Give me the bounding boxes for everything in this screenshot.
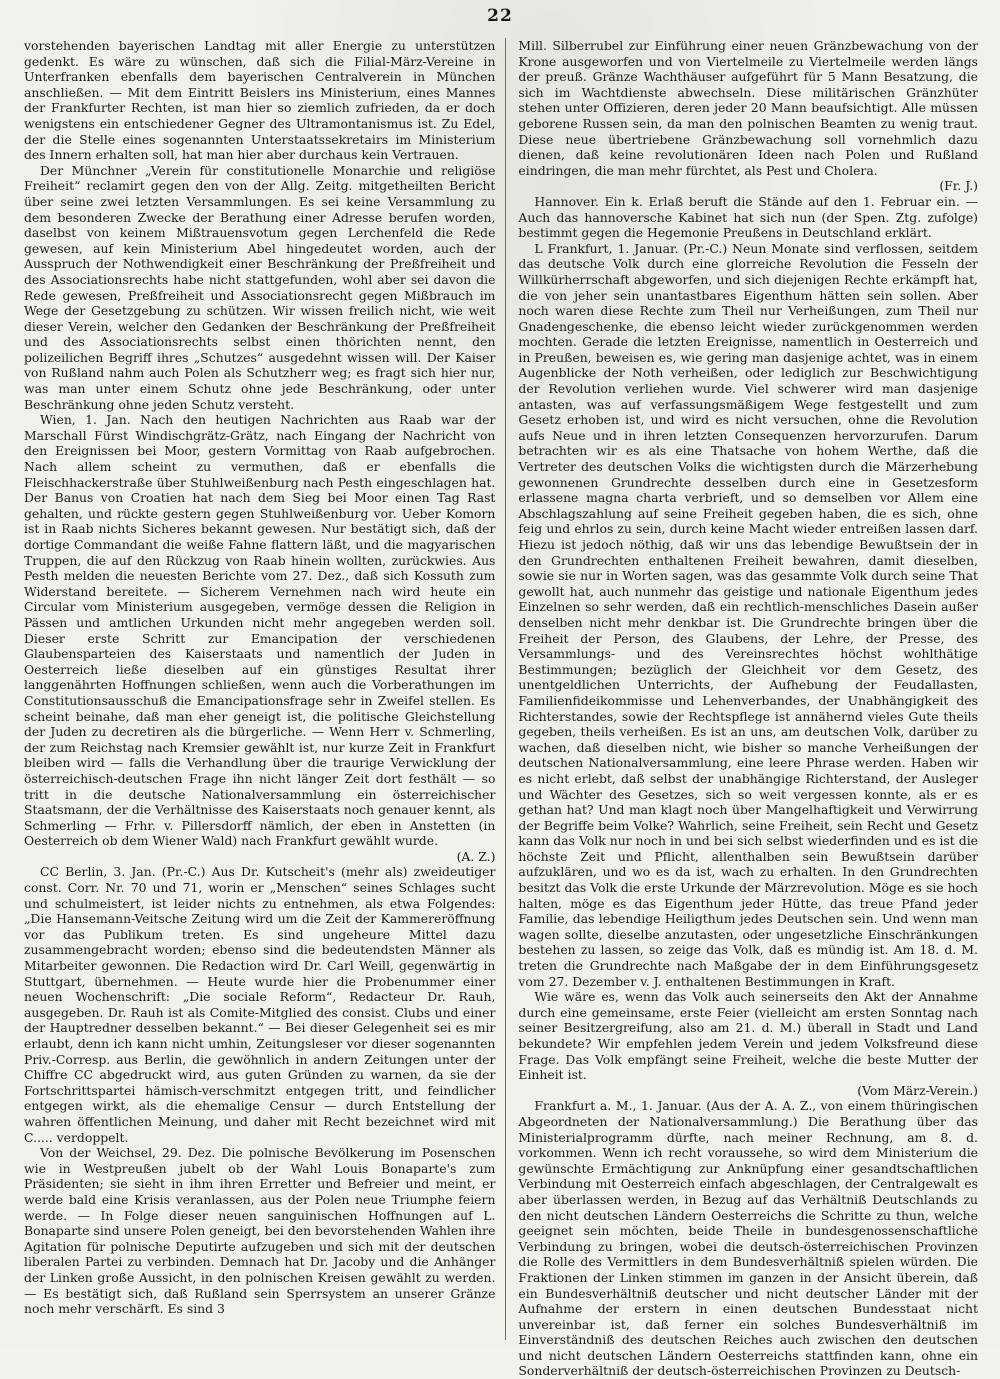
paragraph-text: Der Münchner „Verein für constitutionelle Monarchie und religiöse Freiheit“ reclamirt gegen den von der Allg. Zeitg. mitgetheilten Bericht über seine zwei letzten Versammlungen. Es sei keine Versammlung zu dem besonderen Zwecke der Berathung einer Adresse berufen worden, daselbst von keinem Mißtrauensvotum gegen Lerchenfeld die Rede gewesen, auf kein Ministerium Abel hingedeutet worden, auch der Ausspruch der Nothwendigkeit einer Beschränkung der Preßfreiheit und des Associationsrechts habe nicht stattgefunden, wohl aber sei davon die Rede gewesen, Preßfreiheit und Associationsrecht gegen Mißbrauch im Wege der Gesetzgebung zu schützen. Wir wissen freilich nicht, wie weit dieser Verein, welcher den Gedanken der Beschränkung der Preßfreiheit und des Associationsrechts selbst einen thörichten nennt, den polizeilichen Begriff ihres „Schutzes“ ausgedehnt wissen will. Der Kaiser von Rußland nahm auch Polen als Schutzherr weg; es fragt sich hier nur, was man unter einem Schutz ohne jede Beschränkung, oder unter Beschränkung ohne jeden Schutz versteht. [24,162,496,412]
paragraph [518,1098,978,1379]
page-number: 22 [487,6,513,26]
paragraph [24,38,495,163]
paragraph-text: L Frankfurt, 1. Januar. (Pr.-C.) Neun Monate sind verflossen, seitdem das deutsche Volk durch eine glorreiche Revolution die Fesseln der Willkürherrschaft abgeworfen, und sich diejenigen Rechte erkämpft hat, die von jeher sein unantastbares Eigenthum hätten sein sollen. Aber noch waren diese Rechte zum Theil nur Verheißungen, zum Theil nur Gnadengeschenke, die ebenso leicht wieder zurückgenommen werden mochten. Gerade die letzten Ereignisse, namentlich in Oesterreich und in Preußen, beweisen es, wie gering man dasjenige achtet, was in einem Augenblicke der Noth verheißen, oder lediglich zur Beschwichtigung der Revolution verliehen wurde. Viel schwerer wird man dasjenige antasten, was auf verfassungsmäßigem Wege festgestellt und zum Gesetz erhoben ist, und wird es nicht versuchen, ohne die Revolution aufs Neue und in ihren letzten Consequenzen hervorzurufen. Darum betrachten wir es als eine Thatsache von hohem Werthe, daß die Vertreter des deutschen Volks die wichtigsten durch die Märzerhebung gewonnenen Grundrechte desselben durch eine in Gesetzesform erlassene magna charta verbrieft, und so demselben vor Allem eine Abschlagszahlung auf seine Freiheit gegeben haben, die es sich, ohne feig und ehrlos zu sein, durch keine Macht wieder entreißen lassen darf. Hiezu ist jedoch nöthig, daß wir uns das lebendige Bewußtsein der in den Grundrechten enthaltenen Freiheit bewahren, damit dieselben, sowie sie nur in Worten sagen, was das gesammte Volk durch seine That gewollt hat, auch nunmehr das geistige und nationale Eigenthum jedes Einzelnen so sehr werden, daß ein rechtlich-menschliches Dasein außer denselben nicht mehr denkbar ist. Die Grundrechte bringen über die Freiheit der Person, des Glaubens, der Lehre, der Presse, des Versammlungs- und des Vereinsrechtes höchst wohlthätige Bestimmungen; bezüglich der Gleichheit vor dem Gesetz, des unentgeldlichen Unterrichts, der Aufhebung der Feudallasten, Familienfideikommisse und Lehenverbandes, der Unabhängigkeit des Richterstandes, sowie der Rechtspflege ist annähernd vieles Gute theils gegeben, theils verheißen. Es ist an uns, am deutschen Volk, darüber zu wachen, daß dieselben nicht, wie bisher so manche Verheißungen der deutschen Nationalversammlung, eine leere Phrase werden. Haben wir es nicht erlebt, daß selbst der unabhängige Richterstand, der Ausleger und Wächter des Gesetzes, sich so weit vergessen konnte, als er es gethan hat? Und man klagt noch über Mangelhaftigkeit und Verwirrung der Begriffe beim Volke? Wahrlich, seine Freiheit, sein Recht und Gesetz kann das Volk nur noch in und bei sich selbst wiederfinden und es ist die höchste Zeit und Pflicht, allenthalben sein Bewußtsein darüber aufzuklären, und wo es da ist, wach zu erhalten. In den Grundrechten besitzt das Volk die erste Urkunde der Märzrevolution. Möge es sie hoch halten, möge es das Eigenthum jeder Hütte, das treue Pfand jeder Familie, das lebendige Heiligthum jedes Deutschen sein. Und wenn man wagen sollte, dieselbe anzutasten, oder ungesetzliche Einschränkungen bestehen zu lassen, so zeige das Volk, daß es mündig ist. Am 18. d. M. treten die Grundrechte nach Maßgabe der in dem Einführungsgesetz vom 27. Dezember v. J. enthaltenen Bestimmungen in Kraft. [518,240,978,989]
paragraph-text: vorstehenden bayerischen Landtag mit aller Energie zu unterstützen gedenkt. Es wäre zu wünschen, daß sich die Filial-März-Vereine in Unterfranken ebenfalls dem bayerischen Centralverein in München anschließen. — Mit dem Eintritt Beislers ins Ministerium, eines Mannes der Frankfurter Rechten, ist man hier so ziemlich zufrieden, da er doch wenigstens ein entschiedener Gegner des Ultramontanismus ist. Zu Edel, der die Stelle eines sogenannten Unterstaatssekretairs im Ministerium des Innern erhalten soll, hat man hier aber durchaus kein Vertrauen. [24,38,496,163]
paragraph-text: Von der Weichsel, 29. Dez. Die polnische Bevölkerung im Posenschen wie in Westpreußen jubelt ob der Wahl Louis Bonaparte's zum Präsidenten; sie sieht in ihm ihren Erretter und Befreier und meint, er werde bald eine Krisis veranlassen, aus der Polen neue Triumphe feiern werde. — In Folge dieser neuen sanguinischen Hoffnungen auf L. Bonaparte sind unsere Polen geneigt, bei den bevorstehenden Wahlen ihre Agitation für polnische Deputirte aufzugeben und sich mit der deutschen liberalen Partei zu verbinden. Demnach hat Dr. Jacoby und die Anhänger der Linken große Aussicht, in den polnischen Kreisen gewählt zu werden. — Es bestätigt sich, daß Rußland sein Sperrsystem an unserer Gränze noch mehr verschärft. Es sind 3 [24,1145,496,1317]
source-signature: (Vom März-Verein.) [857,1082,978,1098]
right-column [506,38,978,1379]
paragraph-text: Wien, 1. Jan. Nach den heutigen Nachrichten aus Raab war der Marschall Fürst Windischgrätz-Grätz, nach Eingang der Nachricht von den Ereignissen bei Moor, gestern Vormittag von Raab aufgebrochen. Nach allem scheint zu vermuthen, daß er ebenfalls die Fleischhackerstraße über Stuhlweißenburg nach Pesth eingeschlagen hat. Der Banus von Croatien hat nach dem Sieg bei Moor einen Tag Rast gehalten, und rückte gestern gegen Stuhlweißenburg vor. Ueber Komorn ist in Raab nichts Sicheres bekannt gewesen. Nur bestätigt sich, daß der dortige Commandant die weiße Fahne flattern läßt, und die magyarischen Truppen, die auf den Rückzug von Raab hinein wollten, zurückwies. Aus Pesth melden die neuesten Berichte vom 27. Dez., daß sich Kossuth zum Widerstand bereitete. — Sicherem Vernehmen nach wird heute ein Circular vom Ministerium ausgegeben, vermöge dessen die Religion in Pässen und amtlichen Urkunden nicht mehr angegeben werden soll. Dieser erste Schritt zur Emancipation der verschiedenen Glaubensparteien des Kaiserstaats und namentlich der Juden in Oesterreich ließe dieselben auf ein günstiges Resultat ihrer langgenährten Hoffnungen schließen, wenn auch die Vorberathungen im Constitutionsausschuß die Emancipationsfrage sehr in Zweifel stellen. Es scheint beinahe, daß man eher geneigt ist, die politische Gleichstellung der Juden zu decretiren als die bürgerliche. — Wenn Herr v. Schmerling, der zum Reichstag nach Kremsier gewählt ist, nur kurze Zeit in Frankfurt bleiben wird — falls die Verhandlung über die traurige Verwicklung der österreichisch-deutschen Frage ihn nicht länger Zeit dort festhält — so tritt in die deutsche Nationalversammlung ein österreichischer Staatsmann, der die Verhältnisse des Kaiserstaats noch genauer kennt, als Schmerling — Frhr. v. Pillersdorff nämlich, der eben in Anstetten (in Oesterreich ob dem Wiener Wald) nach Frankfurt gewählt wurde. [24,412,496,849]
paragraph [518,241,978,990]
paragraph [518,38,978,194]
paragraph [518,194,978,241]
paragraph [24,1145,495,1317]
paragraph [24,163,495,413]
paragraph-text: Hannover. Ein k. Erlaß beruft die Stände auf den 1. Februar ein. — Auch das hannoversche Kabinet hat sich nun (der Spen. Ztg. zufolge) bestimmt gegen die Hegemonie Preußens in Deutschland erklärt. [518,193,978,241]
left-column [24,38,505,1340]
source-signature: (A. Z.) [456,848,496,864]
paragraph-text: CC Berlin, 3. Jan. (Pr.-C.) Aus Dr. Kutscheit's (mehr als) zweideutiger const. Corr. Nr. 70 und 71, worin er „Menschen“ seines Schlages sucht und schulmeistert, ist leider nichts zu entnehmen, als etwa Folgendes: „Die Hansemann-Veitsche Zeitung wird um die Zeit der Kammereröffnung vor das Publikum treten. Es sind ungeheure Mittel dazu zusammengebracht worden; ebenso sind die bedeutendsten Männer als Mitarbeiter gewonnen. Die Redaction wird Dr. Carl Weill, gegenwärtig in Stuttgart, übernehmen. — Heute wurde hier die Probenummer einer neuen Wochenschrift: „Die sociale Reform“, Redacteur Dr. Rauh, ausgegeben. Dr. Rauh ist als Comite-Mitglied des consist. Clubs und einer der Hauptredner desselben bekannt.“ — Bei dieser Gelegenheit sei es mir erlaubt, denn ich kann nicht umhin, Zeitungsleser vor dieser sogenannten Priv.-Corresp. aus Berlin, die gewöhnlich in andern Zeitungen unter der Chiffre CC abgedruckt wird, aus guten Gründen zu warnen, da sie der Fortschrittspartei hämisch-verschmitzt entgegen tritt, und feindlicher entgegen wirkt, als die ehemalige Censur — durch Entstellung der wahren öffentlichen Meinung, und daher mit Recht bezeichnet wird mit C..... verdoppelt. [24,864,496,1145]
source-signature: (Fr. J.) [939,178,978,194]
text-columns [24,38,978,1379]
paragraph-text: Frankfurt a. M., 1. Januar. (Aus der A. A. Z., von einem thüringischen Abgeordneten der Nationalversammlung.) Die Berathung über das Ministerialprogramm dürfte, nach meiner Rechnung, am 8. d. vorkommen. Wenn ich recht voraussehe, so wird dem Ministerium die gewünschte Ermächtigung zur Anknüpfung einer gesandtschaftlichen Verbindung mit Oesterreich einfach abgeschlagen, der Centralgewalt es aber überlassen werden, in Bezug auf das Verhältniß Deutschlands zu den nicht deutschen Ländern Oesterreichs die Schritte zu thun, welche geeignet sein möchten, beide Theile in bundesgenossenschaftliche Verbindung zu bringen, wobei die deutsch-österreichischen Provinzen die Rolle des Vermittlers in dem Bundesverhältniß spielen würden. Die Fraktionen der Linken stimmen im ganzen in der Ansicht überein, daß ein Bundesverhältniß deutscher und nicht deutscher Länder mit der Aufnahme der erstern in einen deutschen Bundesstaat nicht unvereinbar ist, daß ferner ein solches Bundesverhältniß im Einverständniß des deutschen Reiches auch zwischen den deutschen und nicht deutschen Ländern Oesterreichs stattfinden kann, ohne ein Sonderverhältniß der deutsch-österreichischen Provinzen zu Deutsch- [518,1098,978,1379]
paragraph [518,989,978,1098]
paragraph [24,864,495,1145]
paragraph-text: Wie wäre es, wenn das Volk auch seinerseits den Akt der Annahme durch eine gemeinsame, erste Feier (vielleicht am ersten Sonntag nach seiner Besitzergreifung, also am 21. d. M.) überall in Stadt und Land bekundete? Wir empfehlen jedem Verein und jedem Volksfreund diese Frage. Das Volk empfängt seine Freiheit, welche die beste Mutter der Einheit ist. [518,989,978,1083]
paragraph [24,412,495,864]
paragraph-text: Mill. Silberrubel zur Einführung einer neuen Gränzbewachung von der Krone ausgeworfen und von Viertelmeile zu Viertelmeile werden längs der preuß. Gränze Wachthäuser aufgeführt für 5 Mann Besatzung, die sich im Wachtdienste abwechseln. Diese militärischen Gränzhüter stehen unter Offizieren, deren jeder 20 Mann beaufsichtigt. Alle müssen geborene Russen sein, da man den polnischen Beamten zu wenig traut. Diese neue übertriebene Gränzbewachung soll vornehmlich dazu dienen, daß keine revolutionären Ideen nach Polen und Rußland eindringen, die man mehr fürchtet, als Pest und Cholera. [518,38,978,178]
